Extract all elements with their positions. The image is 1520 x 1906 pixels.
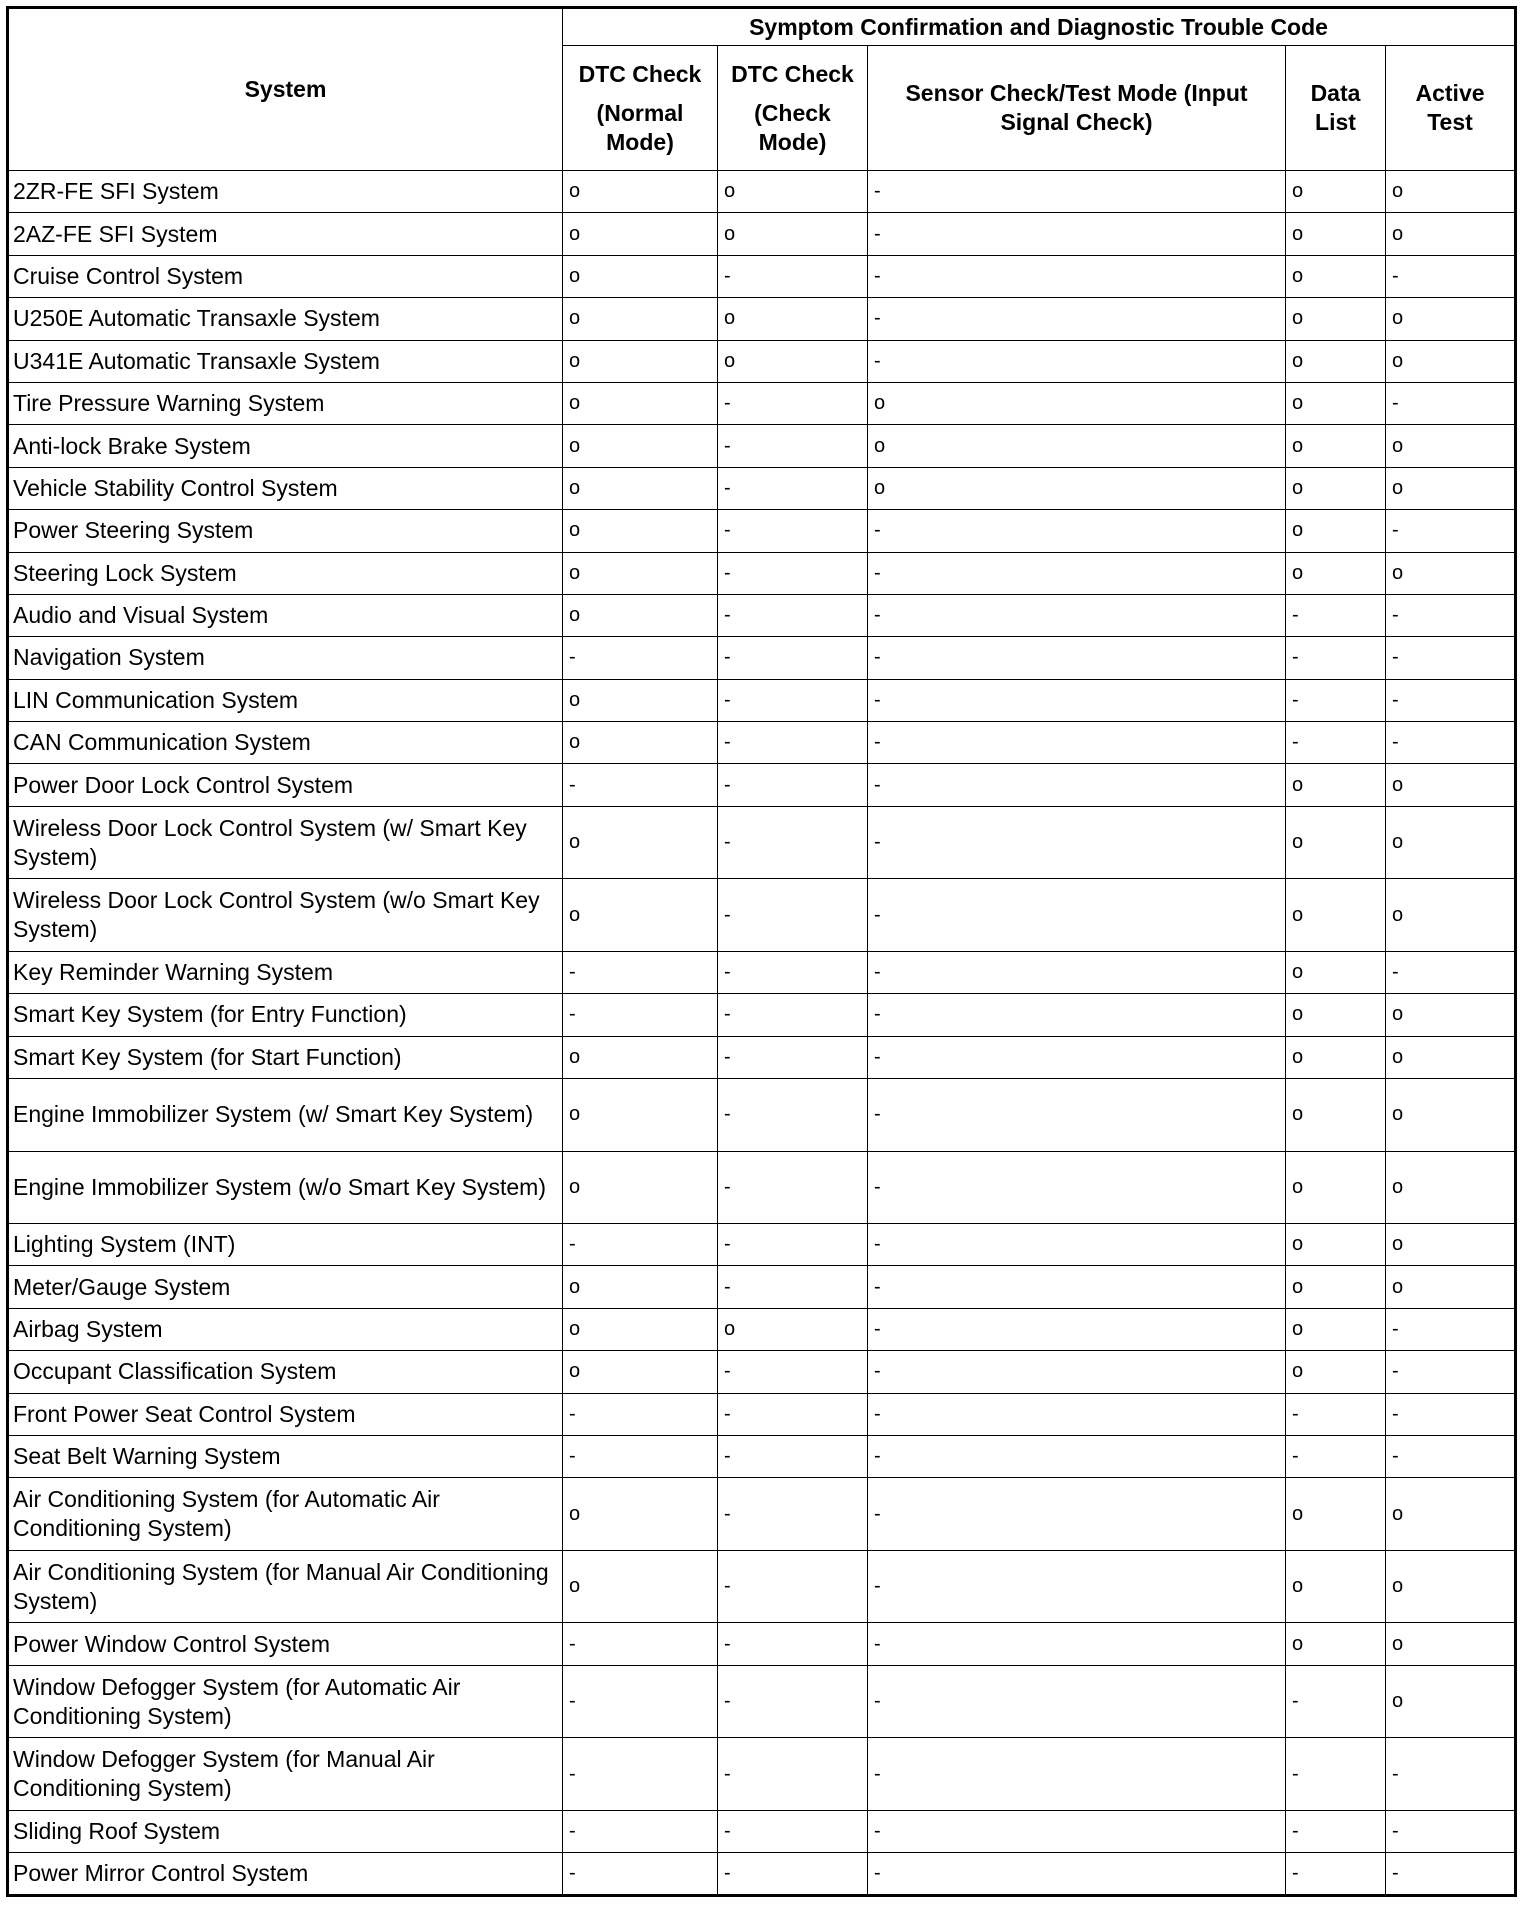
sensor-check-cell: - — [868, 1266, 1286, 1308]
data-list-cell: o — [1286, 1308, 1386, 1350]
dtc-normal-cell: o — [563, 467, 718, 509]
data-list-cell: - — [1286, 594, 1386, 636]
dtc-normal-cell: o — [563, 1266, 718, 1308]
dtc-check-cell: - — [718, 1623, 868, 1665]
dtc-check-cell: - — [718, 1036, 868, 1078]
data-list-cell: - — [1286, 722, 1386, 764]
dtc-check-cell: - — [718, 1393, 868, 1435]
system-cell: CAN Communication System — [8, 722, 563, 764]
system-cell: Audio and Visual System — [8, 594, 563, 636]
dtc-normal-cell: o — [563, 171, 718, 213]
active-test-cell: - — [1386, 510, 1516, 552]
table-row — [8, 467, 1516, 509]
active-test-cell: - — [1386, 255, 1516, 297]
data-list-cell: o — [1286, 1036, 1386, 1078]
table-row — [8, 1623, 1516, 1665]
table-row — [8, 425, 1516, 467]
data-list-cell: o — [1286, 806, 1386, 879]
dtc-normal-cell: o — [563, 594, 718, 636]
data-list-cell: o — [1286, 340, 1386, 382]
header-data-list: Data List — [1286, 46, 1386, 171]
data-list-cell: - — [1286, 637, 1386, 679]
dtc-normal-cell: o — [563, 382, 718, 424]
active-test-cell: - — [1386, 1738, 1516, 1811]
system-cell: U250E Automatic Transaxle System — [8, 298, 563, 340]
sensor-check-cell: - — [868, 1478, 1286, 1551]
system-cell: Lighting System (INT) — [8, 1224, 563, 1266]
dtc-check-cell: - — [718, 594, 868, 636]
dtc-check-cell: - — [718, 382, 868, 424]
active-test-cell: - — [1386, 679, 1516, 721]
active-test-cell: o — [1386, 171, 1516, 213]
table-row — [8, 340, 1516, 382]
active-test-cell: o — [1386, 806, 1516, 879]
system-cell: Wireless Door Lock Control System (w/ Smart Key System) — [8, 806, 563, 879]
system-cell: Smart Key System (for Entry Function) — [8, 994, 563, 1036]
table-row — [8, 594, 1516, 636]
sensor-check-cell: - — [868, 1623, 1286, 1665]
data-list-cell: - — [1286, 1393, 1386, 1435]
active-test-cell: o — [1386, 1478, 1516, 1551]
header-dtc-normal-title: DTC Check — [578, 60, 702, 87]
sensor-check-cell: o — [868, 467, 1286, 509]
dtc-normal-cell: - — [563, 1810, 718, 1852]
sensor-check-cell: - — [868, 213, 1286, 255]
dtc-normal-cell: - — [563, 1738, 718, 1811]
dtc-normal-cell: - — [563, 1224, 718, 1266]
sensor-check-cell: - — [868, 510, 1286, 552]
dtc-check-cell: o — [718, 1308, 868, 1350]
dtc-check-cell: - — [718, 552, 868, 594]
sensor-check-cell: - — [868, 1079, 1286, 1152]
system-cell: Air Conditioning System (for Automatic Air Conditioning System) — [8, 1478, 563, 1551]
data-list-cell: o — [1286, 213, 1386, 255]
data-list-cell: o — [1286, 1623, 1386, 1665]
dtc-normal-cell: o — [563, 1478, 718, 1551]
table-row — [8, 879, 1516, 952]
dtc-check-cell: - — [718, 764, 868, 806]
dtc-check-cell: - — [718, 425, 868, 467]
system-cell: Vehicle Stability Control System — [8, 467, 563, 509]
system-cell: 2AZ-FE SFI System — [8, 213, 563, 255]
sensor-check-cell: - — [868, 1224, 1286, 1266]
table-row — [8, 1151, 1516, 1224]
data-list-cell: o — [1286, 171, 1386, 213]
dtc-normal-cell: o — [563, 1308, 718, 1350]
sensor-check-cell: - — [868, 171, 1286, 213]
dtc-check-cell: - — [718, 1810, 868, 1852]
active-test-cell: - — [1386, 1308, 1516, 1350]
table-row — [8, 1853, 1516, 1895]
active-test-cell: o — [1386, 1665, 1516, 1738]
dtc-check-cell: - — [718, 1266, 868, 1308]
dtc-normal-cell: - — [563, 1665, 718, 1738]
dtc-check-cell: o — [718, 340, 868, 382]
active-test-cell: o — [1386, 425, 1516, 467]
system-cell: Steering Lock System — [8, 552, 563, 594]
data-list-cell: o — [1286, 1266, 1386, 1308]
dtc-check-cell: - — [718, 1665, 868, 1738]
data-list-cell: o — [1286, 764, 1386, 806]
sensor-check-cell: - — [868, 1810, 1286, 1852]
sensor-check-cell: - — [868, 679, 1286, 721]
system-cell: Sliding Roof System — [8, 1810, 563, 1852]
header-dtc-normal-mode: (Normal Mode) — [596, 99, 684, 155]
dtc-check-cell: - — [718, 1079, 868, 1152]
dtc-normal-cell: o — [563, 510, 718, 552]
dtc-normal-cell: o — [563, 213, 718, 255]
dtc-check-cell: - — [718, 1151, 868, 1224]
active-test-cell: o — [1386, 879, 1516, 952]
table-row — [8, 637, 1516, 679]
dtc-check-cell: - — [718, 1550, 868, 1623]
sensor-check-cell: - — [868, 1036, 1286, 1078]
active-test-cell: - — [1386, 637, 1516, 679]
table-row — [8, 1478, 1516, 1551]
active-test-cell: - — [1386, 1435, 1516, 1477]
sensor-check-cell: o — [868, 425, 1286, 467]
dtc-normal-cell: o — [563, 1550, 718, 1623]
system-cell: Front Power Seat Control System — [8, 1393, 563, 1435]
data-list-cell: o — [1286, 1351, 1386, 1393]
table-row — [8, 1393, 1516, 1435]
dtc-check-cell: o — [718, 298, 868, 340]
table-row — [8, 722, 1516, 764]
data-list-cell: - — [1286, 679, 1386, 721]
active-test-cell: - — [1386, 951, 1516, 993]
header-dtc-normal — [563, 46, 718, 171]
table-row — [8, 1351, 1516, 1393]
dtc-normal-cell: o — [563, 340, 718, 382]
sensor-check-cell: - — [868, 1665, 1286, 1738]
table-row — [8, 764, 1516, 806]
dtc-check-cell: - — [718, 679, 868, 721]
system-cell: U341E Automatic Transaxle System — [8, 340, 563, 382]
header-dtc-check-title: DTC Check — [731, 60, 854, 87]
sensor-check-cell: o — [868, 382, 1286, 424]
table-row — [8, 382, 1516, 424]
table-row — [8, 1435, 1516, 1477]
sensor-check-cell: - — [868, 298, 1286, 340]
header-active-test: Active Test — [1386, 46, 1516, 171]
active-test-cell: o — [1386, 340, 1516, 382]
dtc-check-cell: - — [718, 722, 868, 764]
active-test-cell: - — [1386, 1853, 1516, 1895]
dtc-normal-cell: o — [563, 1079, 718, 1152]
table-row — [8, 1308, 1516, 1350]
system-cell: Smart Key System (for Start Function) — [8, 1036, 563, 1078]
table-row — [8, 255, 1516, 297]
dtc-normal-cell: o — [563, 1036, 718, 1078]
dtc-normal-cell: o — [563, 679, 718, 721]
data-list-cell: o — [1286, 994, 1386, 1036]
system-cell: Engine Immobilizer System (w/ Smart Key System) — [8, 1079, 563, 1152]
active-test-cell: o — [1386, 1224, 1516, 1266]
dtc-check-cell: - — [718, 637, 868, 679]
dtc-normal-cell: o — [563, 1151, 718, 1224]
sensor-check-cell: - — [868, 255, 1286, 297]
diagnostic-table — [6, 6, 1517, 1897]
header-group: Symptom Confirmation and Diagnostic Trouble Code — [563, 8, 1516, 46]
system-cell: 2ZR-FE SFI System — [8, 171, 563, 213]
sensor-check-cell: - — [868, 1435, 1286, 1477]
system-cell: Window Defogger System (for Manual Air Conditioning System) — [8, 1738, 563, 1811]
active-test-cell: o — [1386, 1079, 1516, 1152]
sensor-check-cell: - — [868, 594, 1286, 636]
dtc-normal-cell: - — [563, 1435, 718, 1477]
sensor-check-cell: - — [868, 994, 1286, 1036]
dtc-check-cell: - — [718, 994, 868, 1036]
active-test-cell: - — [1386, 1393, 1516, 1435]
system-cell: Engine Immobilizer System (w/o Smart Key System) — [8, 1151, 563, 1224]
active-test-cell: o — [1386, 298, 1516, 340]
header-sensor-check: Sensor Check/Test Mode (Input Signal Check) — [868, 46, 1286, 171]
sensor-check-cell: - — [868, 722, 1286, 764]
data-list-cell: o — [1286, 1478, 1386, 1551]
system-cell: Key Reminder Warning System — [8, 951, 563, 993]
table-row — [8, 213, 1516, 255]
active-test-cell: o — [1386, 1550, 1516, 1623]
system-cell: Seat Belt Warning System — [8, 1435, 563, 1477]
sensor-check-cell: - — [868, 637, 1286, 679]
system-cell: Window Defogger System (for Automatic Air Conditioning System) — [8, 1665, 563, 1738]
dtc-check-cell: - — [718, 255, 868, 297]
table-row — [8, 1266, 1516, 1308]
dtc-check-cell: - — [718, 1224, 868, 1266]
active-test-cell: - — [1386, 382, 1516, 424]
system-cell: Power Mirror Control System — [8, 1853, 563, 1895]
sensor-check-cell: - — [868, 1151, 1286, 1224]
table-row — [8, 171, 1516, 213]
data-list-cell: o — [1286, 1151, 1386, 1224]
dtc-normal-cell: - — [563, 1623, 718, 1665]
dtc-normal-cell: - — [563, 1853, 718, 1895]
data-list-cell: o — [1286, 951, 1386, 993]
sensor-check-cell: - — [868, 951, 1286, 993]
data-list-cell: - — [1286, 1853, 1386, 1895]
table-row — [8, 1079, 1516, 1152]
active-test-cell: o — [1386, 552, 1516, 594]
data-list-cell: - — [1286, 1738, 1386, 1811]
dtc-check-cell: - — [718, 879, 868, 952]
active-test-cell: - — [1386, 1351, 1516, 1393]
sensor-check-cell: - — [868, 1351, 1286, 1393]
dtc-normal-cell: o — [563, 806, 718, 879]
system-cell: Airbag System — [8, 1308, 563, 1350]
data-list-cell: o — [1286, 467, 1386, 509]
active-test-cell: o — [1386, 994, 1516, 1036]
table-row — [8, 298, 1516, 340]
dtc-normal-cell: - — [563, 637, 718, 679]
table-row — [8, 1665, 1516, 1738]
table-row — [8, 679, 1516, 721]
dtc-normal-cell: o — [563, 255, 718, 297]
sensor-check-cell: - — [868, 552, 1286, 594]
dtc-check-cell: - — [718, 806, 868, 879]
system-cell: Occupant Classification System — [8, 1351, 563, 1393]
dtc-normal-cell: - — [563, 1393, 718, 1435]
table-row — [8, 806, 1516, 879]
sensor-check-cell: - — [868, 340, 1286, 382]
dtc-check-cell: - — [718, 951, 868, 993]
data-list-cell: o — [1286, 425, 1386, 467]
system-cell: Anti-lock Brake System — [8, 425, 563, 467]
header-dtc-check-mode: (Check Mode) — [754, 99, 831, 155]
active-test-cell: - — [1386, 1810, 1516, 1852]
sensor-check-cell: - — [868, 806, 1286, 879]
data-list-cell: o — [1286, 879, 1386, 952]
dtc-normal-cell: - — [563, 994, 718, 1036]
dtc-check-cell: - — [718, 1478, 868, 1551]
sensor-check-cell: - — [868, 1308, 1286, 1350]
data-list-cell: - — [1286, 1665, 1386, 1738]
active-test-cell: - — [1386, 594, 1516, 636]
data-list-cell: o — [1286, 1079, 1386, 1152]
data-list-cell: - — [1286, 1435, 1386, 1477]
active-test-cell: o — [1386, 1623, 1516, 1665]
data-list-cell: o — [1286, 255, 1386, 297]
sensor-check-cell: - — [868, 1550, 1286, 1623]
table-body — [8, 171, 1516, 1896]
table-row — [8, 951, 1516, 993]
table-row — [8, 1550, 1516, 1623]
sensor-check-cell: - — [868, 1393, 1286, 1435]
table-row — [8, 552, 1516, 594]
active-test-cell: o — [1386, 467, 1516, 509]
data-list-cell: o — [1286, 510, 1386, 552]
sensor-check-cell: - — [868, 1738, 1286, 1811]
dtc-check-cell: o — [718, 171, 868, 213]
header-dtc-check — [718, 46, 868, 171]
active-test-cell: o — [1386, 1266, 1516, 1308]
system-cell: Power Steering System — [8, 510, 563, 552]
system-cell: Tire Pressure Warning System — [8, 382, 563, 424]
dtc-normal-cell: o — [563, 298, 718, 340]
system-cell: Cruise Control System — [8, 255, 563, 297]
dtc-normal-cell: o — [563, 425, 718, 467]
dtc-check-cell: - — [718, 510, 868, 552]
sensor-check-cell: - — [868, 1853, 1286, 1895]
dtc-normal-cell: o — [563, 879, 718, 952]
system-cell: Air Conditioning System (for Manual Air Conditioning System) — [8, 1550, 563, 1623]
header-system: System — [8, 8, 563, 171]
system-cell: LIN Communication System — [8, 679, 563, 721]
table-row — [8, 510, 1516, 552]
sensor-check-cell: - — [868, 879, 1286, 952]
active-test-cell: o — [1386, 1036, 1516, 1078]
table-row — [8, 1810, 1516, 1852]
system-cell: Meter/Gauge System — [8, 1266, 563, 1308]
dtc-check-cell: - — [718, 467, 868, 509]
dtc-check-cell: - — [718, 1435, 868, 1477]
data-list-cell: o — [1286, 298, 1386, 340]
active-test-cell: - — [1386, 722, 1516, 764]
dtc-check-cell: - — [718, 1351, 868, 1393]
data-list-cell: o — [1286, 1550, 1386, 1623]
active-test-cell: o — [1386, 1151, 1516, 1224]
system-cell: Power Door Lock Control System — [8, 764, 563, 806]
system-cell: Power Window Control System — [8, 1623, 563, 1665]
dtc-normal-cell: o — [563, 1351, 718, 1393]
dtc-normal-cell: o — [563, 552, 718, 594]
data-list-cell: o — [1286, 1224, 1386, 1266]
data-list-cell: o — [1286, 552, 1386, 594]
dtc-check-cell: - — [718, 1738, 868, 1811]
active-test-cell: o — [1386, 213, 1516, 255]
table-row — [8, 994, 1516, 1036]
table-row — [8, 1224, 1516, 1266]
data-list-cell: o — [1286, 382, 1386, 424]
dtc-check-cell: o — [718, 213, 868, 255]
dtc-normal-cell: - — [563, 951, 718, 993]
table-row — [8, 1036, 1516, 1078]
sensor-check-cell: - — [868, 764, 1286, 806]
system-cell: Navigation System — [8, 637, 563, 679]
dtc-normal-cell: - — [563, 764, 718, 806]
system-cell: Wireless Door Lock Control System (w/o Smart Key System) — [8, 879, 563, 952]
table-row — [8, 1738, 1516, 1811]
dtc-check-cell: - — [718, 1853, 868, 1895]
data-list-cell: - — [1286, 1810, 1386, 1852]
dtc-normal-cell: o — [563, 722, 718, 764]
active-test-cell: o — [1386, 764, 1516, 806]
